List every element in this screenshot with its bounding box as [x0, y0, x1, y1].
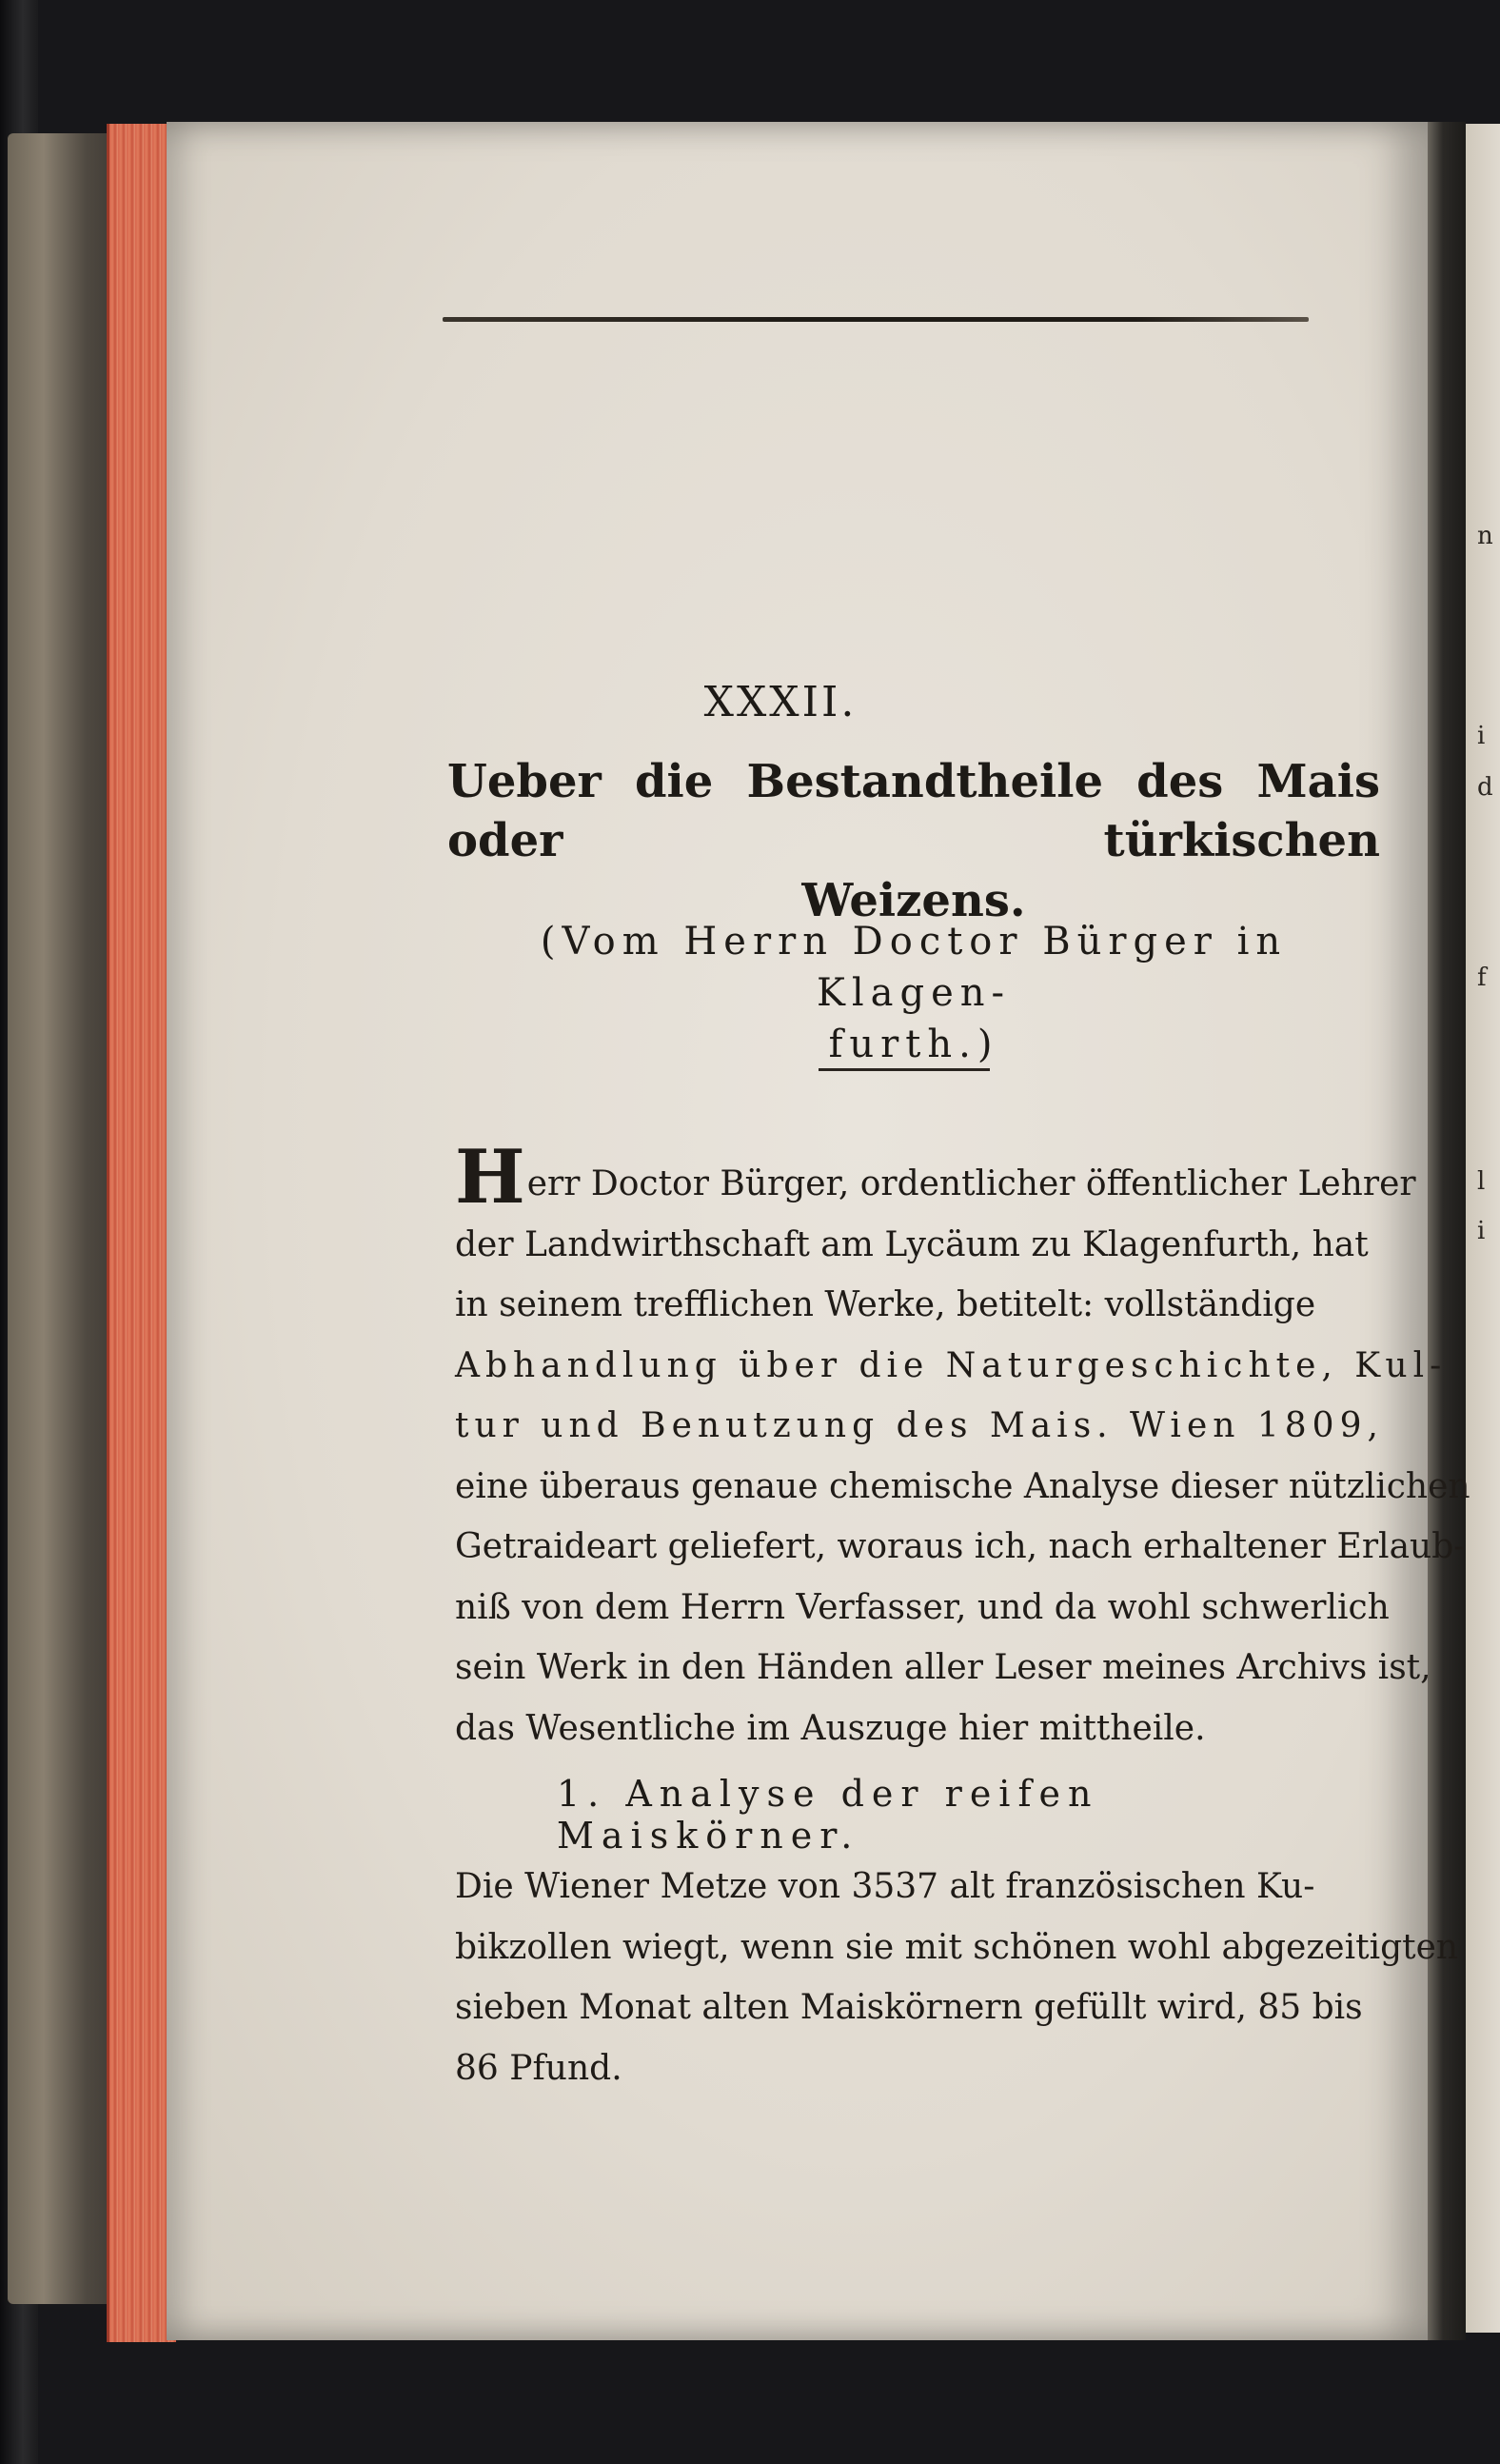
- text-line: niß von dem Herrn Verfasser, und da wohl schwerlich: [455, 1587, 1390, 1627]
- text-line: Abhandlung über die Naturgeschichte, Kul-: [455, 1345, 1448, 1385]
- paragraph-analysis: [455, 1857, 1459, 2098]
- text-line: [455, 1134, 1416, 1221]
- text-line: bikzollen wiegt, wenn sie mit schönen wohl abgezeitigten: [455, 1927, 1459, 1967]
- text-line: tur und Benutzung des Mais. Wien 1809,: [455, 1406, 1384, 1445]
- text-line: der Landwirthschaft am Lycäum zu Klagenfurth, hat: [455, 1224, 1369, 1264]
- facing-page-fragment: n: [1477, 522, 1493, 550]
- text-line-content: err Doctor Bürger, ordentlicher öffentlicher Lehrer: [526, 1164, 1416, 1203]
- text-line: 86 Pfund.: [455, 2048, 622, 2088]
- text-line: Getraideart geliefert, woraus ich, nach erhaltener Erlaub-: [455, 1527, 1466, 1566]
- section-number: XXXII.: [703, 678, 858, 726]
- separator-rule: [819, 1068, 990, 1071]
- facing-page-fragment: f: [1477, 964, 1487, 992]
- text-line: sieben Monat alten Maiskörnern gefüllt wird, 85 bis: [455, 1988, 1363, 2027]
- text-line: sein Werk in den Händen aller Leser meines Archivs ist,: [455, 1648, 1431, 1687]
- author-byline: [476, 916, 1352, 1070]
- text-line: Die Wiener Metze von 3537 alt französischen Ku-: [455, 1867, 1315, 1906]
- byline-line: (Vom Herrn Doctor Bürger in Klagen-: [540, 920, 1288, 1015]
- chapter-title: [447, 752, 1380, 930]
- byline-line: furth.): [828, 1023, 999, 1066]
- text-line: eine überaus genaue chemische Analyse dieser nützlichen: [455, 1466, 1470, 1506]
- subheading: 1. Analyse der reifen Maiskörner.: [557, 1773, 1099, 1857]
- facing-page-fragment: d: [1477, 773, 1493, 802]
- facing-page-fragment: i: [1477, 1217, 1486, 1245]
- drop-cap: H: [455, 1134, 525, 1221]
- facing-page-fragment: l: [1477, 1167, 1486, 1196]
- facing-page-fragment: i: [1477, 722, 1486, 750]
- title-line: Weizens.: [801, 873, 1026, 927]
- paragraph-intro: [455, 1134, 1470, 1759]
- text-line: in seinem trefflichen Werke, betitelt: vollständige: [455, 1285, 1316, 1324]
- title-line: Ueber die Bestandtheile des Mais oder türkischen: [447, 755, 1380, 868]
- text-line: das Wesentliche im Auszuge hier mittheile.: [455, 1708, 1206, 1748]
- top-rule: [443, 317, 1309, 322]
